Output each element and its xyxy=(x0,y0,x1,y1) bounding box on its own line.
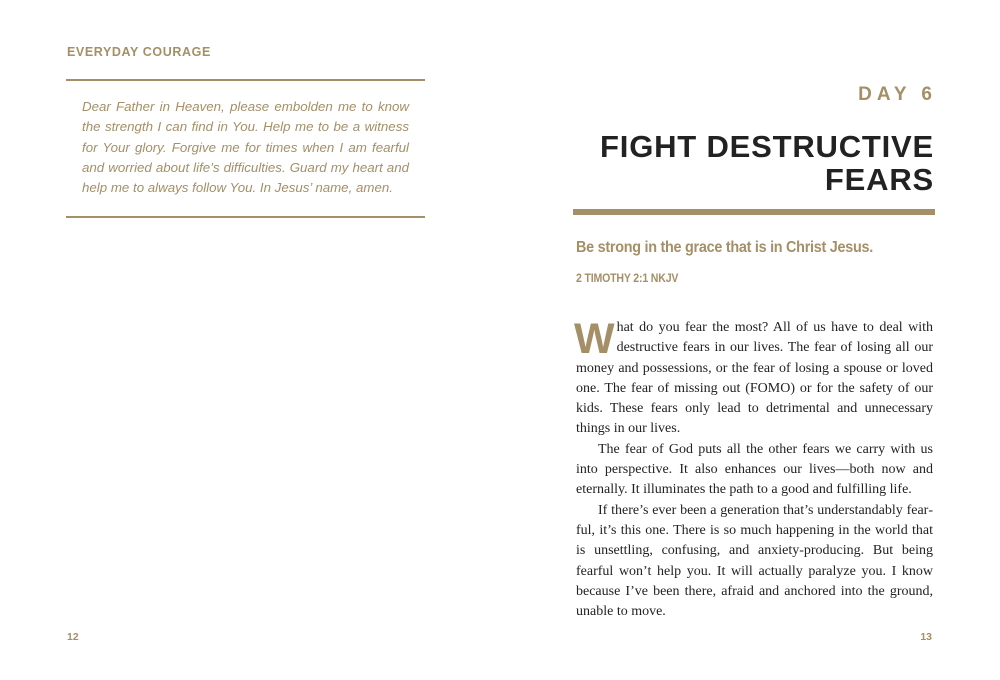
prayer-bottom-rule xyxy=(66,216,425,218)
scripture-reference: 2 TIMOTHY 2:1 NKJV xyxy=(576,271,679,285)
running-head: EVERYDAY COURAGE xyxy=(67,45,211,59)
prayer-top-rule xyxy=(66,79,425,81)
body-paragraph-2: The fear of God puts all the other fears we carry with us into perspective. It also enhances our lives—both now and eternally. It illuminates the path to a good and fulfilling life. xyxy=(576,441,933,498)
day-label: DAY 6 xyxy=(858,84,937,105)
chapter-title xyxy=(574,130,934,196)
chapter-title-line-1: FIGHT DESTRUCTIVE xyxy=(600,129,934,164)
body-paragraph-1-text: hat do you fear the most? All of us have to deal with destructive fears in our lives. The fear of losing all our money and possessions, or the fear of losing a spouse or loved one. The fear of missing out (FOMO) or for the safety of our kids. These fears only lead to detrimental and unnecessary things in our lives. xyxy=(576,320,933,437)
chapter-title-line-2: FEARS xyxy=(824,162,934,197)
prayer-text: Dear Father in Heaven, please embolden me to know the strength I can find in You. Help me to be a witness for Your glory. Forgive me for times when I am fearful and worried about life’s difficulties. Guard my heart and help me to always follow You. In Jesus’ name, amen. xyxy=(82,99,409,196)
scripture-verse: Be strong in the grace that is in Christ Jesus. xyxy=(576,239,873,256)
page-number-left: 12 xyxy=(67,631,79,643)
page-number-right: 13 xyxy=(920,631,932,643)
body-paragraph-1 xyxy=(574,315,933,440)
title-rule xyxy=(573,209,935,215)
devotional-body xyxy=(574,315,933,622)
body-paragraph-3: If there’s ever been a generation that’s understandably fearful, it’s this one. There is so much happening in the world that is unsettling, confusing, and anxiety-producing. But being fearful won’t help you. It will actually paralyze you. I know because I’ve been there, afraid and anchored into the ground, unable to move. xyxy=(576,502,933,620)
drop-cap: W xyxy=(574,315,614,363)
